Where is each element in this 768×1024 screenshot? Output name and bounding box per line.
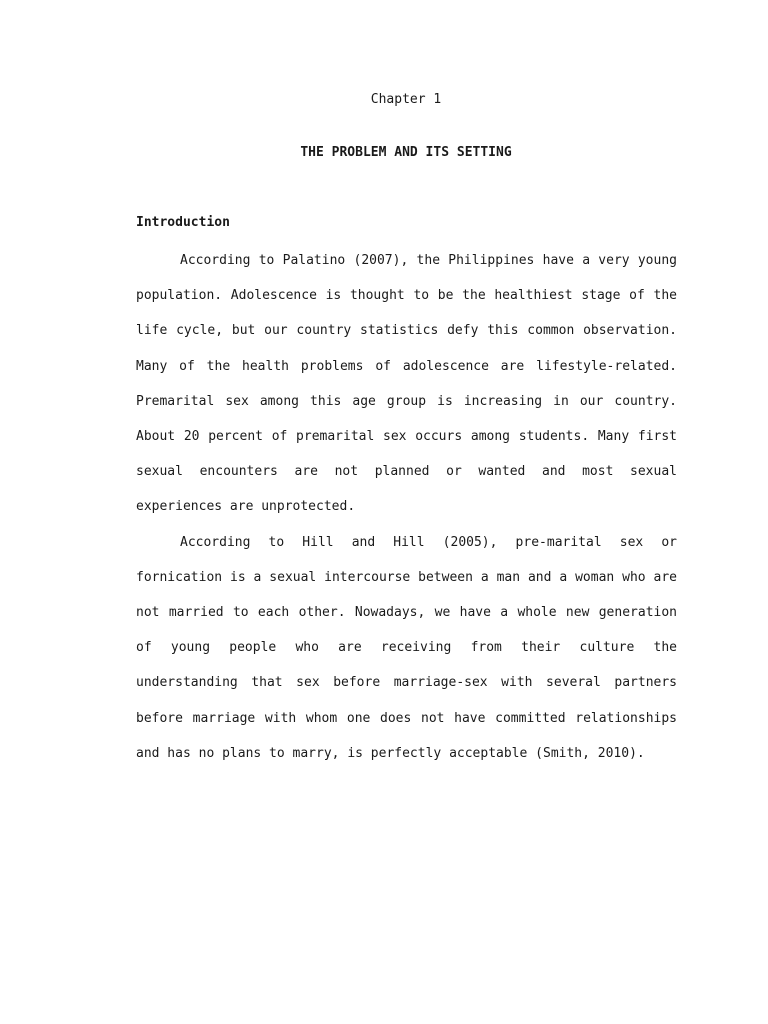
- paragraph: According to Palatino (2007), the Philippines have a very young population. Adolescence is thought to be the healthiest stage of the life cycle, but our country statistics defy this common observation. Many of the health problems of adolescence are lifestyle-related. Premarital sex among this age group is increasing in our country. About 20 percent of premarital sex occurs among students. Many first sexual encounters are not planned or wanted and most sexual experiences are unprotected.: [136, 253, 677, 515]
- section-heading: Introduction: [136, 215, 230, 230]
- chapter-title: THE PROBLEM AND ITS SETTING: [300, 145, 512, 160]
- chapter-label: Chapter 1: [370, 92, 442, 107]
- paragraph: According to Hill and Hill (2005), pre-marital sex or fornication is a sexual intercourse between a man and a woman who are not married to each other. Nowadays, we have a whole new generation of young people who are receiving from their culture the understanding that sex before marriage-sex with several partners before marriage with whom one does not have committed relationships and has no plans to marry, is perfectly acceptable (Smith, 2010).: [136, 534, 677, 761]
- body-text: [136, 243, 677, 771]
